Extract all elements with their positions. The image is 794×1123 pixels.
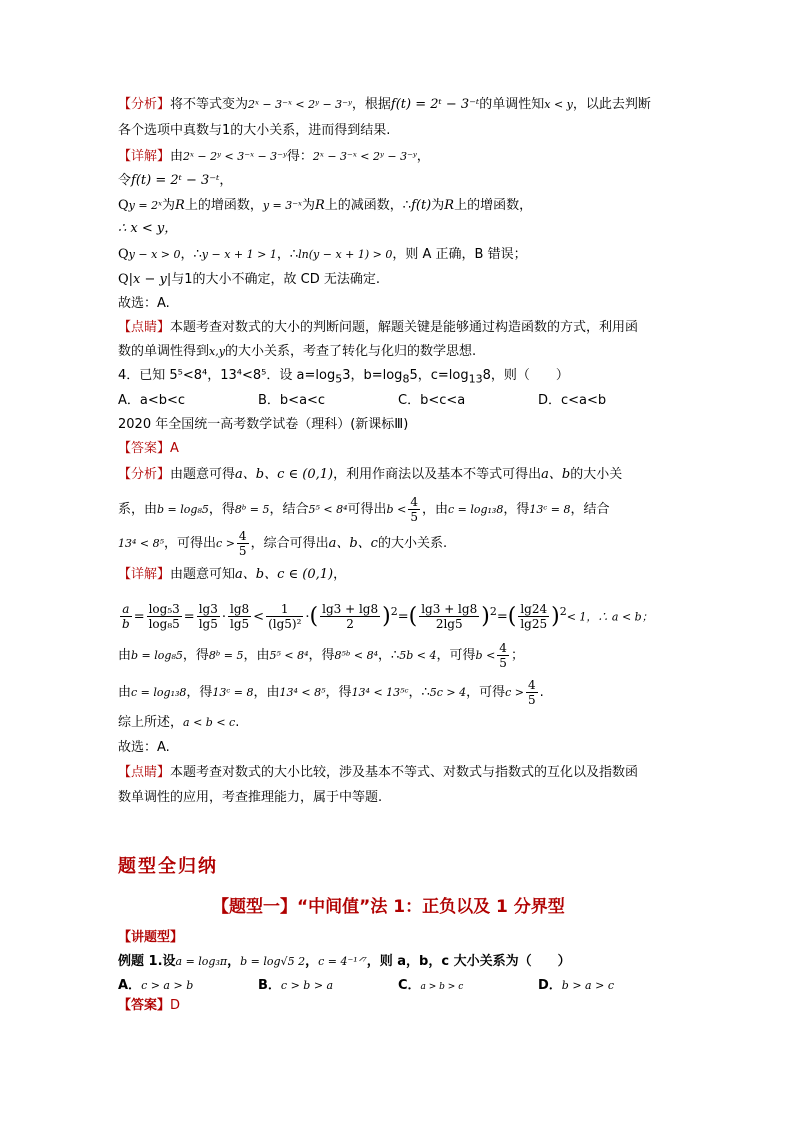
example-option-b: B．c > b > a — [258, 978, 334, 993]
detail-tag: 【详解】 — [118, 149, 171, 164]
q4-detail-line5: 综上所述，a < b < c. — [118, 715, 240, 730]
q4-analysis-line2: 系，由b = log₈5，得8ᵇ = 5，结合5⁵ < 8⁴可得出b < $\frac{4}{5}$ ，由c = log₁₃8，得13ᶜ = 8，结合 — [118, 495, 610, 524]
example-answer: 【答案】D — [118, 998, 181, 1013]
q4-comment-line2: 数单调性的应用，考查推理能力，属于中等题. — [118, 790, 383, 805]
analysis-tag: 【分析】 — [118, 97, 171, 112]
q4-detail-line4: 由c = log₁₃8，得13ᶜ = 8，由13⁴ < 8⁵，得13⁴ < 13⁵ᶜ，∴5c > 4，可得c > $\frac{4}{5}$ . — [118, 678, 544, 707]
q4-option-d: D．c<a<b — [538, 393, 607, 408]
lecture-tag: 【讲题型】 — [118, 930, 184, 945]
answer-tag: 【答案】 — [118, 441, 171, 456]
q4-option-a: A．a<b<c — [118, 393, 186, 408]
type-title: 【题型一】“中间值”法 1：正负以及 1 分界型 — [212, 897, 565, 917]
q3-detail-line2: 令f(t) = 2ᵗ − 3⁻ᵗ， — [118, 173, 233, 188]
q3-detail-line4: ∴ x < y， — [118, 221, 178, 236]
q4-choose: 故选：A. — [118, 740, 170, 755]
q4-option-b: B．b<a<c — [258, 393, 326, 408]
q4-answer: 【答案】A — [118, 441, 179, 456]
q3-choose: 故选：A. — [118, 296, 170, 311]
fraction: $\frac{4}{5}$ — [238, 529, 247, 558]
q3-detail-line3: Qy = 2ˣ为R上的增函数，y = 3⁻ˣ为R上的减函数，∴f(t)为R上的增函数， — [118, 198, 533, 213]
q4-option-c: C．b<c<a — [398, 393, 466, 408]
q4-detail-line3: 由b = log₈5，得8ᵇ = 5，由5⁵ < 8⁴，得8⁵ᵇ < 8⁴，∴5b < 4，可得b < $\frac{4}{5}$ ； — [118, 641, 524, 670]
comment-tag: 【点睛】 — [118, 320, 171, 335]
example-option-c: C．a > b > c — [398, 978, 464, 993]
q3-detail-line6: Q|x − y|与1的大小不确定，故 CD 无法确定. — [118, 272, 381, 287]
q3-comment-line1: 【点睛】本题考查对数式的大小的判断问题，解题关键是能够通过构造函数的方式，利用函 — [118, 320, 639, 335]
q3-detail-line1: 【详解】由2ˣ − 2ʸ < 3⁻ˣ − 3⁻ʸ得：2ˣ − 3⁻ˣ < 2ʸ − 3⁻ʸ， — [118, 149, 430, 164]
example-option-a: A．c > a > b — [118, 978, 194, 993]
fraction: $\frac{4}{5}$ — [410, 495, 418, 524]
q4-detail-line1: 【详解】由题意可知a、b、c ∈ (0,1)， — [118, 567, 347, 582]
q4-analysis-line3: 13⁴ < 8⁵，可得出c > $\frac{4}{5}$ ，综合可得出a、b、c的大小关系. — [118, 529, 448, 558]
q3-analysis-line1: 【分析】将不等式变为2ˣ − 3⁻ˣ < 2ʸ − 3⁻ʸ，根据f(t) = 2ᵗ − 3⁻ᵗ的单调性知x < y，以此去判断 — [118, 97, 651, 112]
q4-analysis-line1: 【分析】由题意可得a、b、c ∈ (0,1)，利用作商法以及基本不等式可得出a、b的大小关 — [118, 467, 623, 482]
example-stem: 例题 1.设a = log₃π，b = log√5 2，c = 4⁻¹ᐟ⁷，则 a，b，c 大小关系为（ ） — [118, 954, 571, 969]
example-option-d: D．b > a > c — [538, 978, 614, 993]
q4-stem: 4．已知 5⁵<8⁴，13⁴<8⁵．设 $a=\log_53$，$b=\log_85$，$c=\log_{13}8$，则（ ） — [118, 368, 569, 386]
section-title: 题型全归纳 — [118, 856, 218, 877]
q4-comment-line1: 【点睛】本题考查对数式的大小比较，涉及基本不等式、对数式与指数式的互化以及指数函 — [118, 765, 639, 780]
q3-analysis-line2: 各个选项中真数与1的大小关系，进而得到结果. — [118, 123, 391, 138]
q3-detail-line5: Qy − x > 0，∴y − x + 1 > 1，∴ln(y − x + 1) > 0，则 A 正确，B 错误； — [118, 247, 527, 262]
q4-detail-line2: $\frac{a}{b}$ = $\frac{\text{log₅3}}{\text{log₈5}}$ = $\frac{\lg 3}{\lg 5}$ · $\frac{\lg 8}{\lg 5}$ < $\frac{1}{\text{(lg5)²}}$ ·( $\frac{\lg 3 + \lg 8}{2}$ )$^2$=( $\frac{\lg 3 + \lg 8}{2\lg 5}$ )$^2$=( $\frac{\lg 24}{\lg 25}$ )$^2$< 1，∴ a < b； — [122, 602, 653, 632]
q4-source: 2020 年全国统一高考数学试卷（理科）(新课标Ⅲ) — [118, 417, 409, 432]
q3-comment-line2: 数的单调性得到x,y的大小关系，考查了转化与化归的数学思想. — [118, 344, 477, 359]
